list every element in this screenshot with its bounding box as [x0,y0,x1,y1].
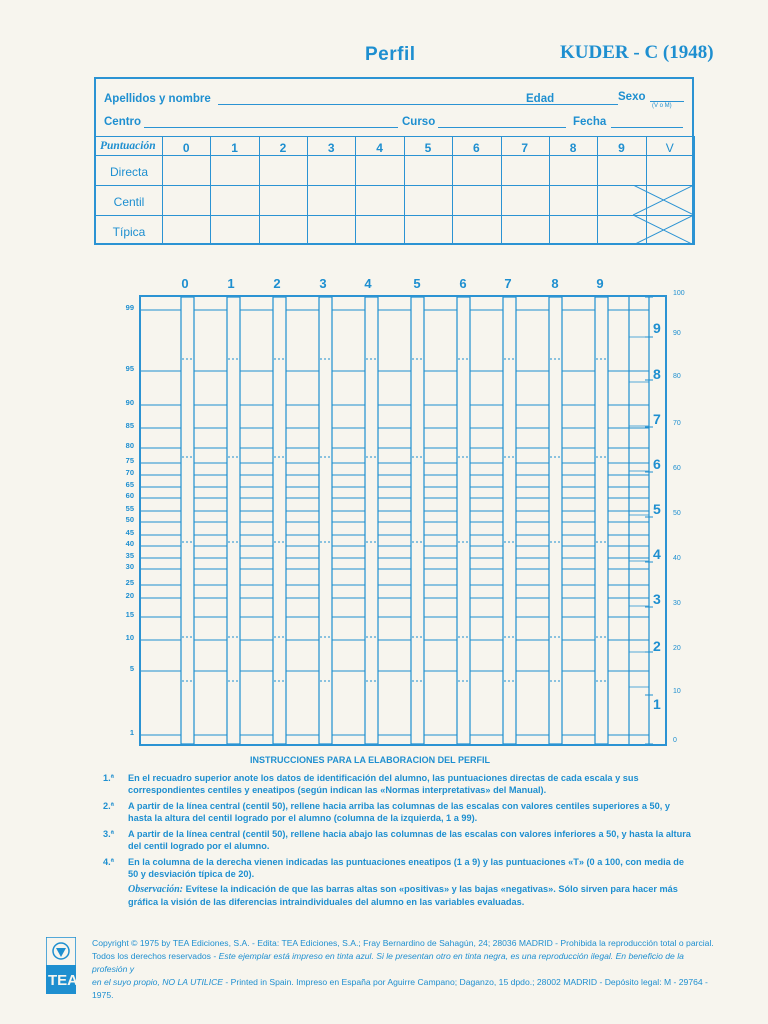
eneatipo-tick-label: 8 [653,366,661,382]
footer-line-1: Copyright © 1975 by TEA Ediciones, S.A. - Edita: TEA Ediciones, S.A.; Fray Bernardino de Sahagún, 24; 28036 MADRID - Prohibida la reproducción total o parcial. [92,938,714,948]
score-col-header-5: 5 [424,141,432,155]
identification-form [94,77,694,245]
t-score-tick-label: 30 [673,600,681,607]
score-cell[interactable] [405,216,451,244]
apellidos-label: Apellidos y nombre [104,93,211,105]
observacion-note [103,883,693,908]
centil-tick-label: 45 [125,528,134,537]
row-label-centil: Centil [113,195,145,209]
centil-tick-label: 80 [125,441,134,450]
instruction-4-number: 4.ª [103,857,115,867]
chart-column-header-3: 3 [319,276,327,291]
score-cell[interactable] [211,156,257,184]
instruction-2-text: A partir de la línea central (centil 50), rellene hacia arriba las columnas de las escalas con valores centiles superiores a 50, y hasta la altura del centil logrado por el alumno (columna de la izquierda, 1 a 99). [128,801,670,823]
score-cell[interactable] [550,216,596,244]
score-col-header-1: 1 [231,141,238,155]
score-col-header-9: 9 [618,141,625,155]
instruction-1-text: En el recuadro superior anote los datos de identificación del alumno, las puntuaciones directas de cada escala y sus correspondientes centiles y eneatipos (según indican las «Normas interpretativas» del Manual). [128,773,639,795]
centil-tick-label: 99 [125,303,134,312]
sexo-hint: (V o M) [652,103,672,109]
score-col-header-3: 3 [327,141,335,155]
scale-bar-column-3[interactable] [319,297,332,744]
v-column-cross-out [633,185,694,245]
score-cell[interactable] [356,156,402,184]
chart-column-header-7: 7 [504,276,512,291]
score-cell[interactable] [647,156,693,184]
score-cell[interactable] [260,216,306,244]
instructions-title: INSTRUCCIONES PARA LA ELABORACION DEL PERFIL [250,755,491,765]
score-cell[interactable] [453,216,499,244]
eneatipo-tick-label: 6 [653,456,661,472]
profile-chart [139,295,667,746]
score-cell[interactable] [550,186,596,214]
scale-bar-column-1[interactable] [227,297,240,744]
chart-column-header-5: 5 [413,276,421,291]
t-score-tick-label: 40 [673,555,681,562]
score-cell[interactable] [453,156,499,184]
centil-tick-label: 65 [125,480,134,489]
sexo-field[interactable] [650,101,684,102]
eneatipo-tick-label: 5 [653,501,661,517]
score-col-header-0: 0 [182,141,190,155]
tea-logo-text: TEA [48,972,78,989]
centil-tick-label: 85 [125,421,134,430]
score-col-header-4: 4 [376,141,383,155]
score-col-header-7: 7 [521,141,529,155]
instruction-2 [103,800,693,824]
t-score-tick-label: 20 [673,645,681,652]
score-col-header-v: V [665,141,674,155]
t-score-tick-label: 90 [673,330,681,337]
score-cell[interactable] [163,186,209,214]
footer-line-2: Todos los derechos reservados - Este ejemplar está impreso en tinta azul. Si le presentan otro en tinta negra, es una reproducción ilegal. En beneficio de la profesión y [92,951,684,974]
test-name: KUDER - C (1948) [560,42,714,63]
t-score-tick-label: 80 [673,373,681,380]
instruction-3 [103,828,693,852]
t-score-tick-label: 60 [673,465,681,472]
t-score-tick-label: 50 [673,510,681,517]
score-cell[interactable] [502,216,548,244]
scale-bar-column-2[interactable] [273,297,286,744]
fecha-label: Fecha [573,116,607,128]
sexo-label: Sexo [618,91,646,103]
chart-column-header-4: 4 [364,276,372,291]
scale-bar-column-8[interactable] [549,297,562,744]
score-cell[interactable] [405,156,451,184]
scale-bar-column-7[interactable] [503,297,516,744]
edad-field[interactable] [557,104,615,105]
score-cell[interactable] [502,186,548,214]
chart-column-header-9: 9 [596,276,604,291]
instruction-3-number: 3.ª [103,829,115,839]
footer-line-3: en el suyo propio, NO LA UTILICE - Printed in Spain. Impreso en España por Aguirre Campano; Daganzo, 15 dpdo.; 28002 MADRID - Depósito legal: M - 29764 - 1975. [92,977,708,1000]
centil-tick-label: 25 [125,578,134,587]
score-cell[interactable] [211,216,257,244]
instruction-4 [103,856,693,880]
instruction-4-text: En la columna de la derecha vienen indicadas las puntuaciones eneatipos (1 a 9) y las puntuaciones «T» (0 a 100, con media de 50 y desviación típica de 20). [128,857,685,879]
score-cell[interactable] [453,186,499,214]
score-cell[interactable] [211,186,257,214]
puntuacion-label: Puntuación [100,140,156,152]
chart-column-header-0: 0 [181,276,189,291]
instruction-1-number: 1.ª [103,773,115,783]
centil-tick-label: 10 [125,633,134,642]
eneatipo-tick-label: 4 [653,546,661,562]
scale-bar-column-5[interactable] [411,297,424,744]
centil-tick-label: 55 [125,504,134,513]
scale-bar-column-6[interactable] [457,297,470,744]
chart-column-header-6: 6 [459,276,467,291]
instruction-2-number: 2.ª [103,801,115,811]
eneatipo-tick-label: 2 [653,638,661,654]
chart-column-header-2: 2 [273,276,281,291]
eneatipo-tick-label: 1 [653,696,661,712]
chart-column-header-1: 1 [227,276,235,291]
eneatipo-tick-label: 3 [653,591,661,607]
score-cell[interactable] [163,216,209,244]
centil-tick-label: 15 [125,610,134,619]
scale-bar-column-0[interactable] [181,297,194,744]
centil-tick-label: 50 [125,515,134,524]
centro-field[interactable] [144,127,398,128]
eneatipo-tick-label: 9 [653,320,661,336]
t-score-tick-label: 100 [673,290,685,297]
score-cell[interactable] [598,156,644,184]
centil-tick-label: 30 [125,562,134,571]
score-cell[interactable] [356,186,402,214]
score-cell[interactable] [405,186,451,214]
scale-bar-column-9[interactable] [595,297,608,744]
centil-tick-label: 60 [125,491,134,500]
t-score-tick-label: 0 [673,737,677,744]
tea-logo [46,937,76,994]
score-col-header-6: 6 [473,141,480,155]
observacion-text: Evítese la indicación de que las barras altas son «positivas» y las bajas «negativas». Sólo sirven para hacer más gráfica la visión de las diferencias intraindividuales del alumno en las variables evaluadas. [128,884,678,907]
t-score-tick-label: 10 [673,688,681,695]
centil-tick-label: 95 [125,364,134,373]
instruction-3-text: A partir de la línea central (centil 50), rellene hacia abajo las columnas de las escalas con valores inferiores a 50, y hasta la altura del centil logrado por el alumno. [128,829,691,851]
score-cell[interactable] [260,156,306,184]
row-label-directa: Directa [109,165,148,179]
fecha-field[interactable] [611,127,683,128]
centil-tick-label: 35 [125,551,134,560]
centil-tick-label: 40 [125,539,134,548]
score-cell[interactable] [163,156,209,184]
centro-label: Centro [104,116,142,128]
instruction-1 [103,772,693,796]
chart-column-header-8: 8 [551,276,559,291]
score-col-header-8: 8 [569,141,577,155]
centil-tick-label: 70 [125,468,134,477]
row-label-tipica: Típica [112,225,146,239]
centil-tick-label: 5 [129,664,134,673]
score-cell[interactable] [502,156,548,184]
centil-tick-label: 75 [125,456,134,465]
centil-tick-label: 1 [129,728,134,737]
curso-field[interactable] [438,127,566,128]
curso-label: Curso [402,116,436,128]
score-cell[interactable] [308,216,354,244]
score-cell[interactable] [308,156,354,184]
score-cell[interactable] [308,186,354,214]
edad-label: Edad [526,93,555,105]
page-title: Perfil [365,44,416,65]
score-col-header-2: 2 [279,141,287,155]
scale-bar-column-4[interactable] [365,297,378,744]
score-cell[interactable] [550,156,596,184]
centil-tick-label: 20 [125,591,134,600]
eneatipo-tick-label: 7 [653,411,661,427]
t-score-tick-label: 70 [673,420,681,427]
centil-tick-label: 90 [125,398,134,407]
score-cell[interactable] [356,216,402,244]
score-cell[interactable] [260,186,306,214]
observacion-label: Observación: [128,884,183,895]
copyright-footer [92,937,717,1002]
